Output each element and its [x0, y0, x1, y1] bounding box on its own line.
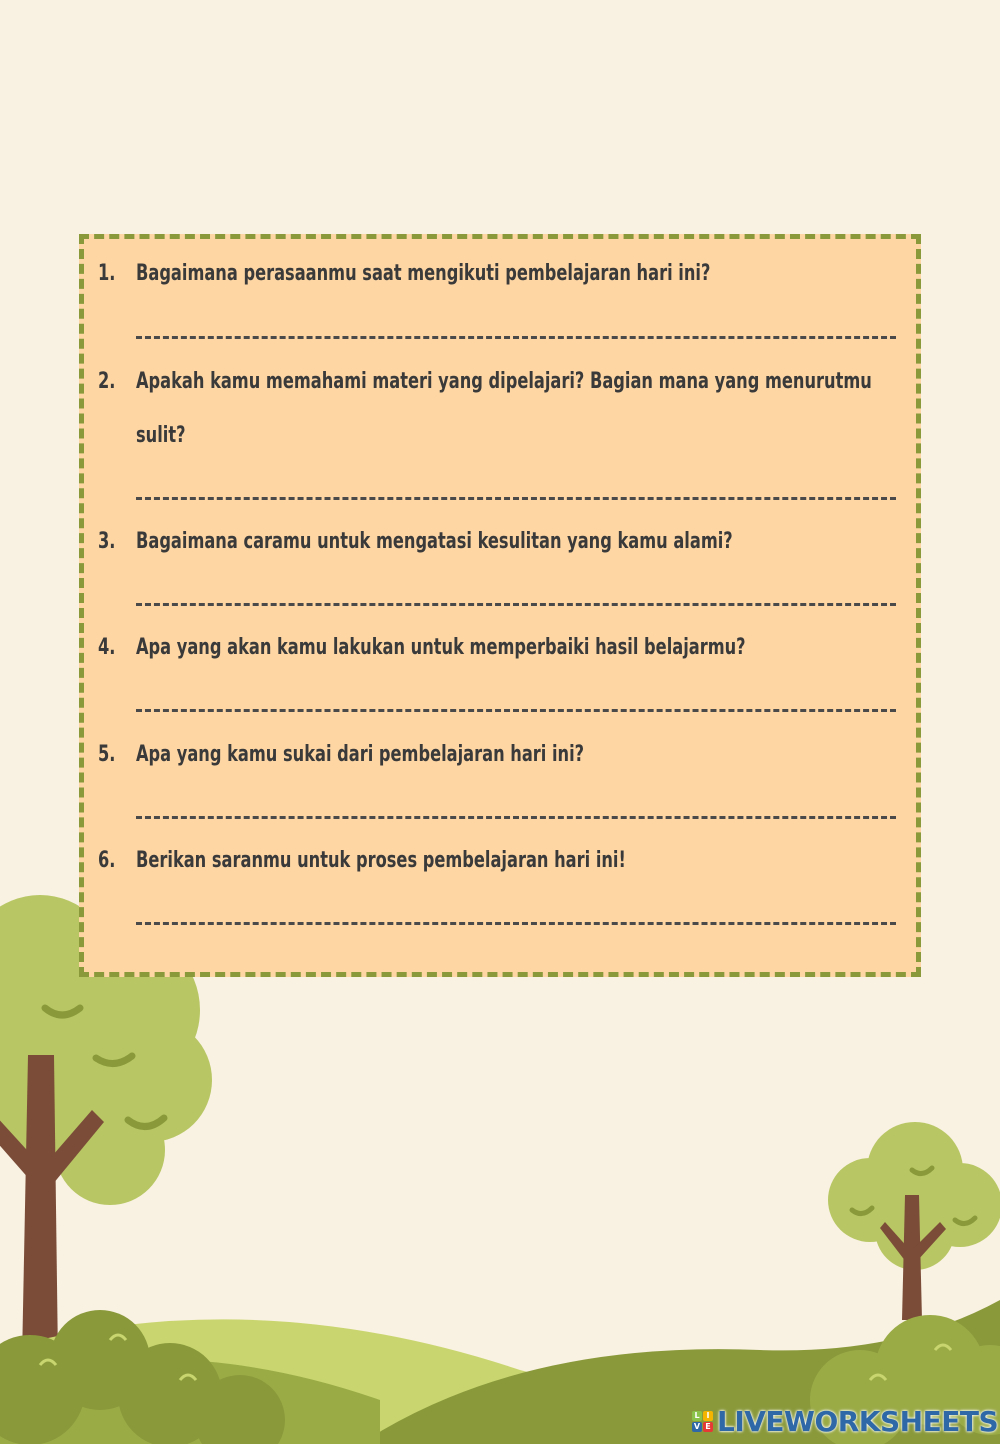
question-number: 4. [98, 635, 116, 660]
logo-letter: I [703, 1411, 713, 1421]
question-text: Berikan saranmu untuk proses pembelajaran hari ini! [136, 848, 626, 873]
right-tree [828, 1122, 1000, 1320]
reflection-card [79, 234, 921, 977]
question-number: 3. [98, 529, 116, 554]
question-text: Apakah kamu memahami materi yang dipelajari? Bagian mana yang menurutmu sulit? [136, 369, 872, 448]
question-text: Bagaimana perasaanmu saat mengikuti pembelajaran hari ini? [136, 261, 711, 286]
question-number: 2. [98, 369, 116, 394]
answer-line-4[interactable] [136, 709, 896, 712]
brand-name: LIVEWORKSHEETS [717, 1404, 999, 1438]
answer-line-6[interactable] [136, 922, 896, 925]
logo-letter: V [693, 1421, 701, 1431]
logo-letter: E [703, 1422, 713, 1432]
answer-line-1[interactable] [136, 336, 896, 339]
question-number: 1. [98, 261, 116, 286]
question-number: 6. [98, 848, 116, 873]
logo-mark-icon [692, 1411, 713, 1432]
question-text: Apa yang kamu sukai dari pembelajaran hari ini? [136, 742, 585, 767]
question-text: Apa yang akan kamu lakukan untuk memperbaiki hasil belajarmu? [136, 635, 746, 660]
answer-line-3[interactable] [136, 603, 896, 606]
liveworksheets-logo [692, 1404, 998, 1438]
question-number: 5. [98, 742, 116, 767]
question-text: Bagaimana caramu untuk mengatasi kesulitan yang kamu alami? [136, 529, 733, 554]
logo-letter: L [692, 1411, 702, 1421]
answer-line-5[interactable] [136, 816, 896, 819]
answer-line-2[interactable] [136, 497, 896, 500]
